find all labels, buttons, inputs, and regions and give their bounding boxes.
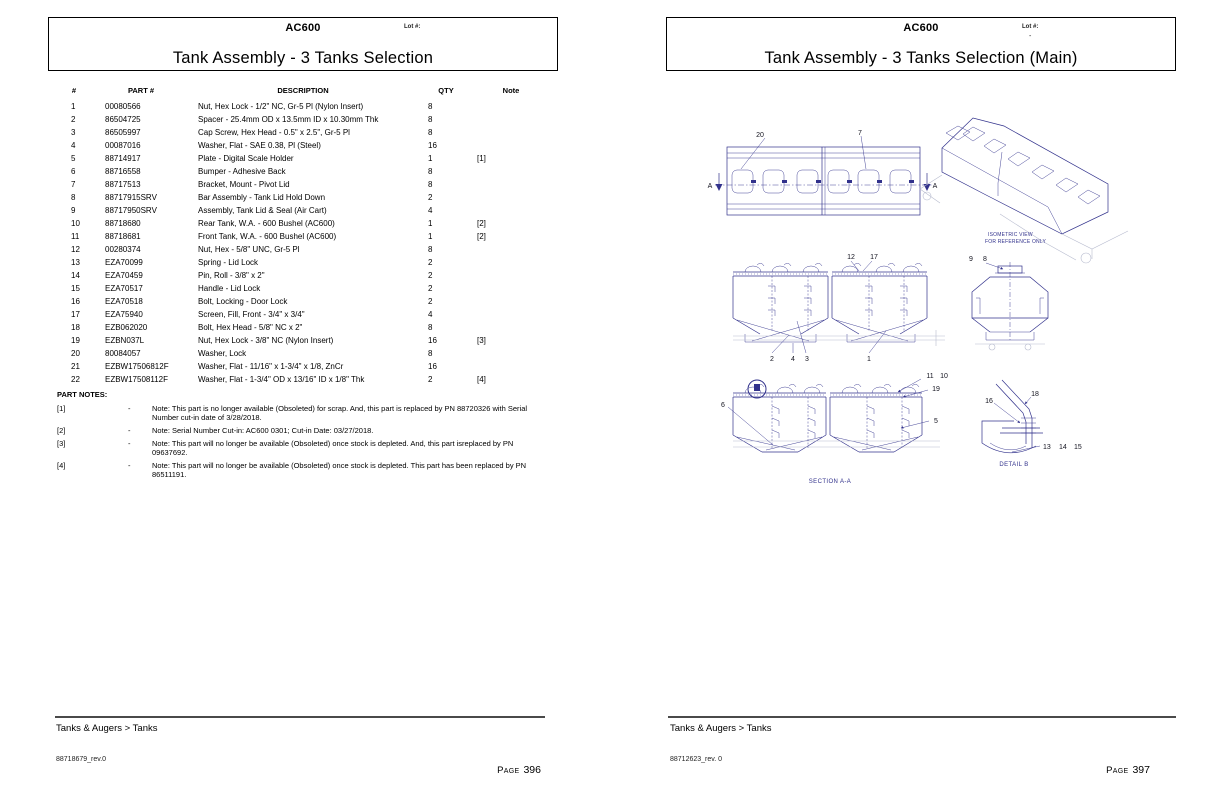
note-dash: - [128,439,131,448]
note-text: Note: This part is no longer available (Obsoleted) for scrap. And, this part is replaced by PN 88720326 with Serial Number cut-in date of 3/28/2018. [152,404,528,422]
row-item-number: 19 [71,336,80,345]
detail-b-diagram [982,380,1082,468]
parts-table-body [55,100,547,386]
callout-4: 4 [791,356,795,363]
page-num-value: 397 [1132,764,1150,776]
row-part-number: 88717915SRV [105,193,157,202]
row-note-ref [475,113,547,126]
col-header-note: Note [502,86,520,95]
row-part-number: 88717950SRV [105,206,157,215]
row-part-number: EZA70459 [105,271,143,280]
row-quantity: 2 [428,284,433,293]
row-description: Washer, Lock [198,349,247,358]
callout-7: 7 [858,130,862,137]
catalog-page-right [660,0,1180,792]
row-quantity: 2 [428,258,433,267]
section-letter-left: A [707,183,713,190]
callout-16: 16 [985,398,993,405]
row-description: Bolt, Hex Head - 5/8" NC x 2" [198,323,303,332]
section-arrow-left [716,173,723,191]
catalog-page-left [40,0,560,792]
row-item-number: 9 [71,206,76,215]
row-description: Pin, Roll - 3/8" x 2" [198,271,265,280]
end-view-diagram [969,256,1048,350]
row-part-number: 00087016 [105,141,141,150]
note-dash: - [128,404,131,413]
row-item-number: 22 [71,375,80,384]
row-description: Bar Assembly - Tank Lid Hold Down [198,193,326,202]
callout-5: 5 [934,418,938,425]
row-quantity: 1 [428,154,433,163]
table-row [55,373,547,386]
table-row [55,126,547,139]
row-quantity: 1 [428,232,433,241]
section-aa-diagram [721,373,948,485]
title-block [666,17,1176,71]
row-description: Bumper - Adhesive Back [198,167,286,176]
row-note-ref [475,243,547,256]
row-part-number: EZBW17506812F [105,362,169,371]
isometric-diagram [920,118,1128,263]
row-item-number: 17 [71,310,80,319]
callout-8: 8 [983,256,987,263]
row-quantity: 8 [428,180,433,189]
callout-12: 12 [847,254,855,261]
row-part-number: EZB062020 [105,323,148,332]
row-description: Washer, Flat - 1-3/4" OD x 13/16" ID x 1/8" Thk [198,375,365,384]
row-part-number: 00280374 [105,245,141,254]
model-number: AC600 [285,22,321,34]
col-header-qty: QTY [438,86,454,95]
row-note-ref [475,295,547,308]
row-note-ref: [3] [477,336,486,345]
table-row [55,217,547,230]
row-item-number: 1 [71,102,76,111]
row-quantity: 16 [428,362,437,371]
callout-17: 17 [870,254,878,261]
page-num-value: 396 [523,764,541,776]
row-note-ref [475,269,547,282]
row-item-number: 10 [71,219,80,228]
exploded-view-drawing [660,105,1180,495]
callout-14: 14 [1059,444,1067,451]
row-item-number: 15 [71,284,80,293]
section-arrow-right [924,173,931,191]
breadcrumb: Tanks & Augers > Tanks [56,723,158,734]
part-notes-section [55,390,552,483]
row-note-ref [475,191,547,204]
row-description: Nut, Hex Lock - 3/8" NC (Nylon Insert) [198,336,334,345]
table-row [55,139,547,152]
part-note [57,439,552,457]
row-item-number: 16 [71,297,80,306]
row-quantity: 4 [428,206,433,215]
title-block [48,17,558,71]
footer-divider [668,716,1176,718]
lot-number-label: Lot #: [404,24,421,30]
front-view-diagram [733,254,945,363]
row-item-number: 21 [71,362,80,371]
row-item-number: 13 [71,258,80,267]
row-item-number: 2 [71,115,76,124]
row-quantity: 8 [428,167,433,176]
row-note-ref [475,282,547,295]
table-row [55,360,547,373]
note-text: Note: This part will no longer be available (Obsoleted) once stock is depleted. And, this part isreplaced by PN 09637692. [152,439,514,457]
row-note-ref [475,139,547,152]
isometric-caption-line2: FOR REFERENCE ONLY [985,239,1047,245]
row-quantity: 8 [428,115,433,124]
row-description: Nut, Hex - 5/8" UNC, Gr-5 Pl [198,245,300,254]
row-part-number: 88718680 [105,219,141,228]
row-note-ref [475,165,547,178]
row-note-ref: [1] [477,154,486,163]
row-item-number: 3 [71,128,76,137]
row-note-ref [475,178,547,191]
callout-13: 13 [1043,444,1051,451]
row-note-ref [475,256,547,269]
row-description: Front Tank, W.A. - 600 Bushel (AC600) [198,232,337,241]
table-row [55,347,547,360]
row-description: Spring - Lid Lock [198,258,259,267]
document-revision: 88712623_rev. 0 [670,756,723,763]
row-part-number: 86505997 [105,128,141,137]
row-note-ref: [2] [477,232,486,241]
row-description: Spacer - 25.4mm OD x 13.5mm ID x 10.30mm Thk [198,115,379,124]
col-header-part: PART # [127,86,155,95]
row-quantity: 8 [428,245,433,254]
row-note-ref [475,100,547,113]
callout-19: 19 [932,386,940,393]
page-word: Page [497,765,520,776]
row-description: Handle - Lid Lock [198,284,261,293]
part-note [57,461,552,479]
row-description: Plate - Digital Scale Holder [198,154,294,163]
isometric-caption-line1: ISOMETRIC VIEW [988,232,1033,238]
callout-15: 15 [1074,444,1082,451]
note-ref: [1] [57,404,66,413]
callout-1: 1 [867,356,871,363]
note-text: Note: This part will no longer be available (Obsoleted) once stock is depleted. This part has been replaced by PN 86511191. [152,461,527,479]
callout-10: 10 [940,373,948,380]
row-quantity: 16 [428,141,437,150]
row-note-ref [475,308,547,321]
table-row [55,243,547,256]
row-note-ref [475,321,547,334]
table-row [55,295,547,308]
note-ref: [4] [57,461,66,470]
row-note-ref [475,360,547,373]
model-number: AC600 [903,22,939,34]
table-row [55,191,547,204]
col-header-num: # [71,86,77,95]
note-ref: [3] [57,439,66,448]
parts-table [55,86,547,386]
lot-number-label: Lot #: [1022,24,1039,30]
table-row [55,321,547,334]
row-part-number: EZBN037L [105,336,145,345]
row-item-number: 5 [71,154,76,163]
table-row [55,230,547,243]
row-description: Assembly, Tank Lid & Seal (Air Cart) [198,206,327,215]
callout-11: 11 [926,373,934,380]
col-header-desc: DESCRIPTION [277,86,329,95]
note-dash: - [128,461,131,470]
row-description: Bracket, Mount - Pivot Lid [198,180,290,189]
page-word: Page [1106,765,1129,776]
section-aa-caption: SECTION A-A [808,479,852,485]
table-row [55,282,547,295]
page-number [380,760,541,778]
row-part-number: EZA75940 [105,310,143,319]
row-item-number: 20 [71,349,80,358]
part-notes-title: PART NOTES: [57,390,108,399]
row-quantity: 8 [428,349,433,358]
row-item-number: 7 [71,180,76,189]
row-part-number: 86504725 [105,115,141,124]
row-item-number: 12 [71,245,80,254]
row-description: Screen, Fill, Front - 3/4" x 3/4" [198,310,305,319]
row-item-number: 4 [71,141,76,150]
part-note [57,404,552,422]
row-note-ref [475,347,547,360]
row-description: Bolt, Locking - Door Lock [198,297,288,306]
row-note-ref: [4] [477,375,486,384]
row-quantity: 1 [428,219,433,228]
callout-6: 6 [721,402,725,409]
callout-3: 3 [805,356,809,363]
row-description: Rear Tank, W.A. - 600 Bushel (AC600) [198,219,335,228]
row-note-ref: [2] [477,219,486,228]
page-number [990,760,1150,778]
row-part-number: EZA70099 [105,258,143,267]
row-item-number: 6 [71,167,76,176]
table-row [55,256,547,269]
detail-b-caption: DETAIL B [999,462,1029,468]
breadcrumb: Tanks & Augers > Tanks [670,723,772,734]
row-description: Cap Screw, Hex Head - 0.5" x 2.5", Gr-5 Pl [198,128,350,137]
table-row [55,204,547,217]
row-quantity: 4 [428,310,433,319]
table-row [55,269,547,282]
table-row [55,100,547,113]
row-quantity: 2 [428,375,433,384]
callout-2: 2 [770,356,774,363]
row-item-number: 18 [71,323,80,332]
table-row [55,165,547,178]
row-part-number: EZA70517 [105,284,143,293]
row-quantity: 16 [428,336,437,345]
row-item-number: 14 [71,271,80,280]
footer-divider [55,716,545,718]
row-part-number: 00080566 [105,102,141,111]
row-note-ref [475,126,547,139]
part-notes-list [55,404,552,479]
row-note-ref [475,204,547,217]
document-revision: 88718679_rev.0 [56,756,107,763]
note-ref: [2] [57,426,66,435]
row-quantity: 8 [428,323,433,332]
row-description: Washer, Flat - 11/16" x 1-3/4" x 1/8, ZnCr [198,362,344,371]
lot-number-value: - [1029,33,1032,40]
note-text: Note: Serial Number Cut-in: AC600 0301; Cut-in Date: 03/27/2018. [152,426,374,435]
top-view-diagram [708,130,938,215]
row-part-number: 88716558 [105,167,141,176]
callout-20: 20 [756,132,764,139]
row-description: Washer, Flat - SAE 0.38, Pl (Steel) [198,141,321,150]
note-dash: - [128,426,131,435]
row-description: Nut, Hex Lock - 1/2" NC, Gr-5 Pl (Nylon Insert) [198,102,364,111]
page-title: Tank Assembly - 3 Tanks Selection (Main) [764,49,1078,67]
table-row [55,308,547,321]
table-row [55,334,547,347]
table-row [55,178,547,191]
table-row [55,152,547,165]
row-item-number: 8 [71,193,76,202]
row-part-number: 80084057 [105,349,141,358]
row-part-number: EZBW17508112F [105,375,168,384]
row-quantity: 2 [428,271,433,280]
callout-9: 9 [969,256,973,263]
section-letter-right: A [932,183,938,190]
row-item-number: 11 [71,232,80,241]
row-quantity: 2 [428,297,433,306]
row-part-number: EZA70518 [105,297,143,306]
row-part-number: 88714917 [105,154,141,163]
row-part-number: 88717513 [105,180,141,189]
page-title: Tank Assembly - 3 Tanks Selection [172,49,434,67]
row-part-number: 88718681 [105,232,141,241]
row-quantity: 8 [428,128,433,137]
row-quantity: 8 [428,102,433,111]
part-note [57,426,552,435]
callout-18: 18 [1031,391,1039,398]
table-row [55,113,547,126]
table-header-row [55,86,547,100]
row-quantity: 2 [428,193,433,202]
